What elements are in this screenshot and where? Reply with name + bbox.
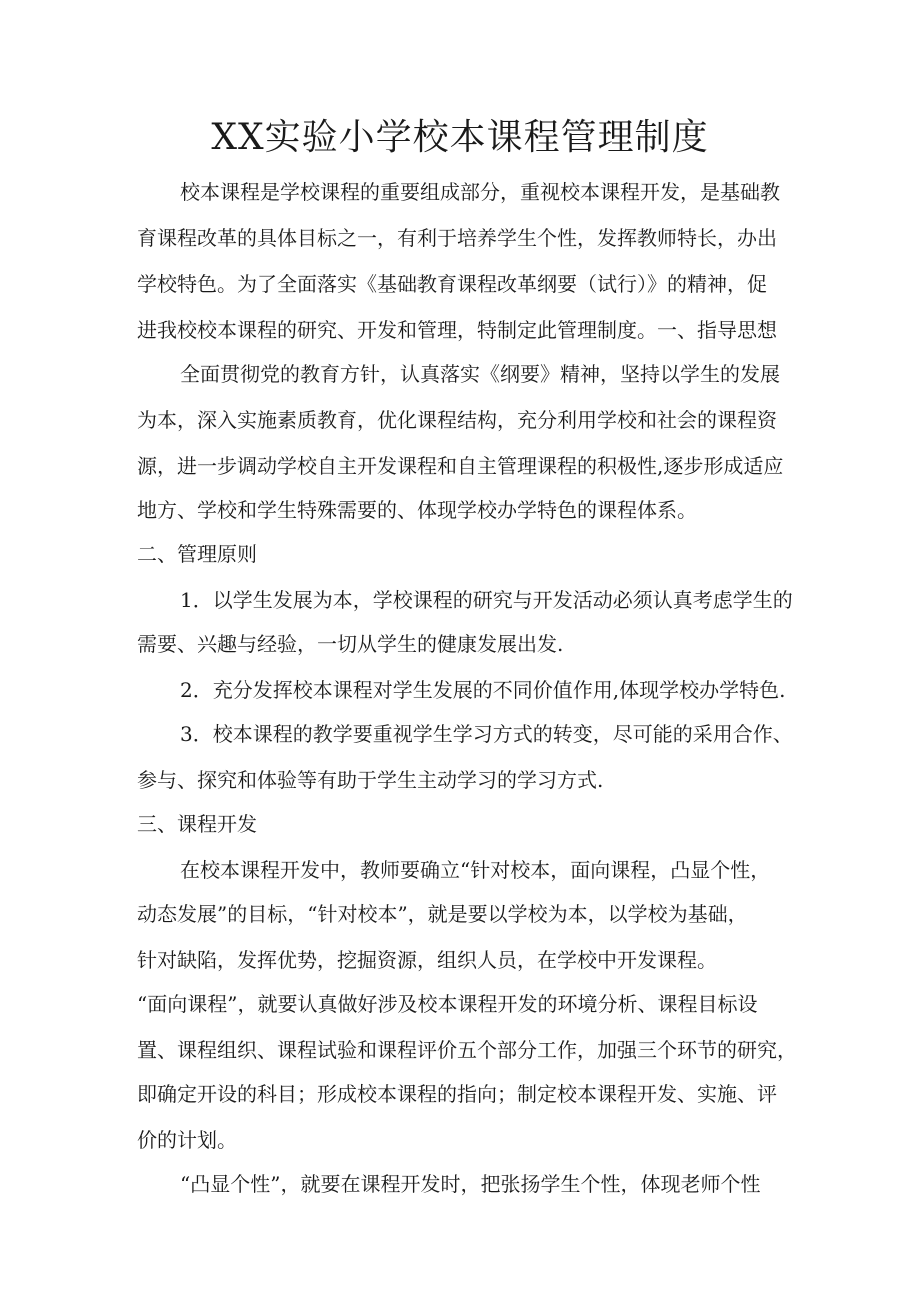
paragraph-line: 参与、探究和体验等有助于学生主动学习的学习方式. — [137, 768, 604, 792]
paragraph-line: 地方、学校和学生特殊需要的、体现学校办学特色的课程体系。 — [137, 498, 697, 522]
paragraph-line: 育课程改革的具体目标之一，有利于培养学生个性，发挥教师特长，办出 — [137, 226, 777, 250]
paragraph-line: 动态发展”的目标，“针对校本”，就是要以学校为本，以学校为基础， — [137, 902, 748, 926]
paragraph-line: 2．充分发挥校本课程对学生发展的不同价值作用,体现学校办学特色. — [180, 678, 786, 702]
paragraph-line: “面向课程”，就要认真做好涉及校本课程开发的环境分析、课程目标设 — [137, 992, 758, 1016]
paragraph-line: 全面贯彻党的教育方针，认真落实《纲要》精神，坚持以学生的发展 — [180, 362, 780, 386]
paragraph-line: 为本，深入实施素质教育，优化课程结构，充分利用学校和社会的课程资 — [137, 408, 777, 432]
paragraph-line: “凸显个性”，就要在课程开发时，把张扬学生个性，体现老师个性 — [180, 1172, 761, 1196]
section-heading: 二、管理原则 — [137, 542, 257, 566]
paragraph-line: 3．校本课程的教学要重视学生学习方式的转变，尽可能的采用合作、 — [180, 722, 793, 746]
paragraph-line: 在校本课程开发中，教师要确立“针对校本，面向课程，凸显个性， — [180, 858, 771, 882]
paragraph-line: 价的计划。 — [137, 1128, 237, 1152]
paragraph-line: 即确定开设的科目；形成校本课程的指向；制定校本课程开发、实施、评 — [137, 1082, 777, 1106]
paragraph-line: 置、课程组织、课程试验和课程评价五个部分工作，加强三个环节的研究， — [137, 1038, 797, 1062]
paragraph-line: 校本课程是学校课程的重要组成部分，重视校本课程开发，是基础教 — [180, 180, 780, 204]
document-title: XX实验小学校本课程管理制度 — [211, 117, 709, 158]
paragraph-line: 学校特色。为了全面落实《基础教育课程改革纲要（试行）》的精神，促 — [137, 272, 767, 296]
paragraph-line: 进我校校本课程的研究、开发和管理，特制定此管理制度。一、指导思想 — [137, 318, 777, 342]
paragraph-line: 1．以学生发展为本，学校课程的研究与开发活动必须认真考虑学生的 — [180, 588, 793, 612]
paragraph-line: 针对缺陷，发挥优势，挖掘资源，组织人员，在学校中开发课程。 — [137, 948, 717, 972]
section-heading: 三、课程开发 — [137, 812, 257, 836]
paragraph-line: 源，进一步调动学校自主开发课程和自主管理课程的积极性,逐步形成适应 — [137, 454, 784, 478]
paragraph-line: 需要、兴趣与经验，一切从学生的健康发展出发. — [137, 632, 564, 656]
